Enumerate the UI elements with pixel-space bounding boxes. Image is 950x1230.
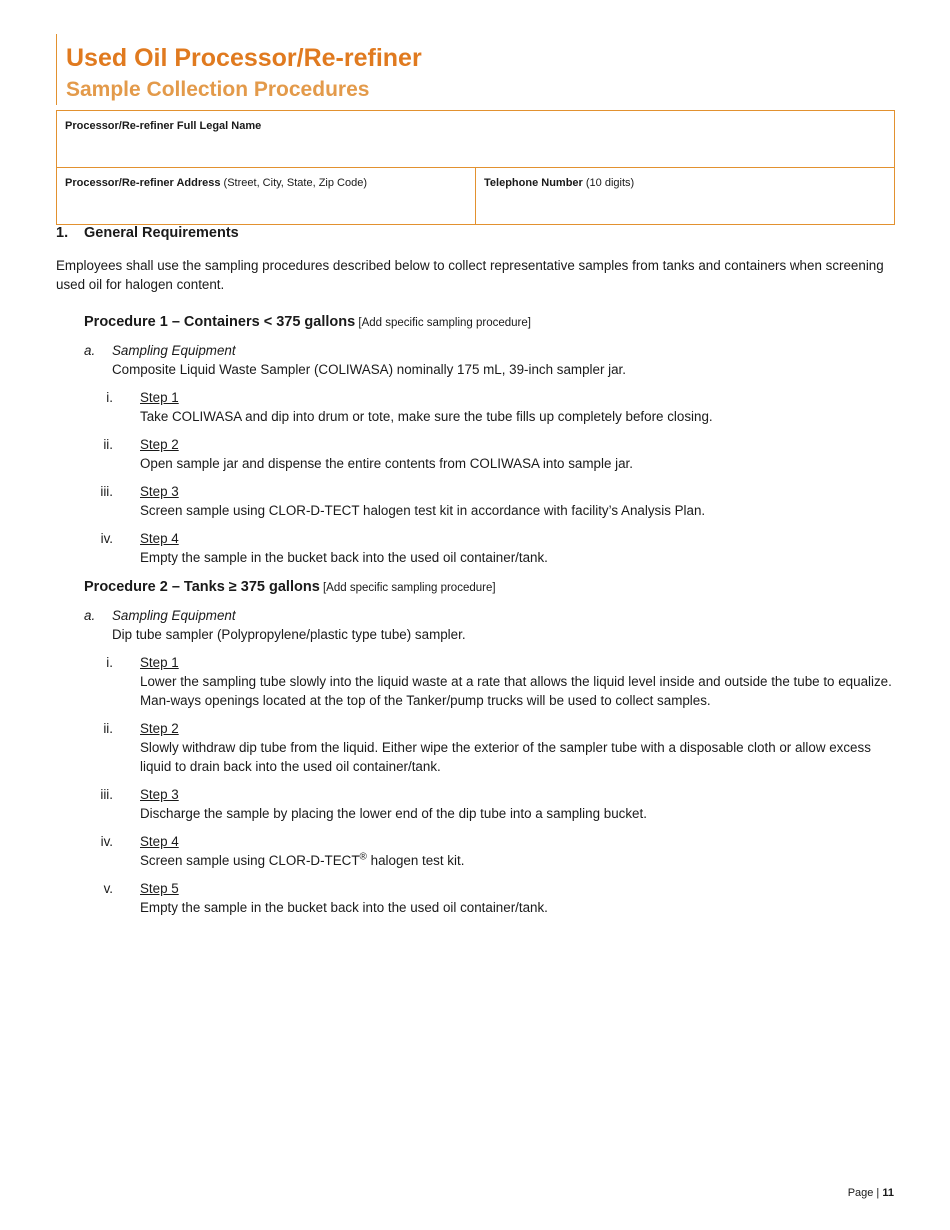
step-name: Step 2 <box>140 437 179 452</box>
address-hint: (Street, City, State, Zip Code) <box>220 177 368 189</box>
step-text: Slowly withdraw dip tube from the liquid. Either wipe the exterior of the sampler tube with a disposable cloth or allow excess liquid to drain back into the used oil container/tank. <box>140 740 871 774</box>
step-name: Step 2 <box>140 721 179 736</box>
step-name: Step 1 <box>140 390 179 405</box>
telephone-field[interactable] <box>476 168 895 225</box>
registered-mark: ® <box>359 851 367 863</box>
step-number: iii. <box>100 787 113 802</box>
page-number: 11 <box>882 1187 894 1199</box>
step-name: Step 4 <box>140 834 179 849</box>
step-name: Step 3 <box>140 787 179 802</box>
step-number: iv. <box>100 531 113 546</box>
section-heading <box>56 224 896 243</box>
step-text-main: Screen sample using CLOR-D-TECT <box>140 853 360 868</box>
page-title: Used Oil Processor/Re-refiner <box>66 44 422 72</box>
step-text <box>140 851 896 870</box>
step-number: i. <box>106 655 113 670</box>
step-text: Lower the sampling tube slowly into the liquid waste at a rate that allows the liquid level inside and outside the tube to equalize. Man-ways openings located at the top of the Tanker/pump trucks will be used to collect samples. <box>140 674 892 708</box>
page-label: Page | <box>847 1187 883 1199</box>
page-subtitle: Sample Collection Procedures <box>66 78 370 101</box>
procedure-2-heading <box>84 577 896 598</box>
step-text: Discharge the sample by placing the lower end of the dip tube into a sampling bucket. <box>140 806 647 821</box>
step-item <box>103 435 896 473</box>
step-item <box>106 388 896 426</box>
equipment-text: Dip tube sampler (Polypropylene/plastic type tube) sampler. <box>112 627 466 642</box>
section-intro: Employees shall use the sampling procedures described below to collect representative samples from tanks and containers when screening used oil for halogen content. <box>56 258 884 292</box>
step-text: Empty the sample in the bucket back into the used oil container/tank. <box>140 900 548 915</box>
step-text: Empty the sample in the bucket back into the used oil container/tank. <box>140 550 548 565</box>
step-name: Step 5 <box>140 881 179 896</box>
procedure-2-equipment <box>84 606 896 644</box>
document-header <box>56 34 895 105</box>
step-text: Screen sample using CLOR-D-TECT halogen test kit in accordance with facility’s Analysis Plan. <box>140 503 706 518</box>
step-number: iv. <box>100 834 113 849</box>
step-number: i. <box>106 390 113 405</box>
equipment-label: Sampling Equipment <box>112 343 236 358</box>
step-number: iii. <box>100 484 113 499</box>
step-number: ii. <box>103 437 113 452</box>
step-number: ii. <box>103 721 113 736</box>
procedure-1-equipment <box>84 341 896 379</box>
procedure-2-note: [Add specific sampling procedure] <box>319 582 496 594</box>
telephone-hint: (10 digits) <box>582 177 635 189</box>
legal-name-field[interactable] <box>57 111 895 168</box>
step-item <box>100 832 896 870</box>
document-body <box>56 224 896 926</box>
section-title: General Requirements <box>84 225 239 241</box>
step-item <box>100 529 896 567</box>
processor-info-form <box>56 110 895 225</box>
step-item <box>106 653 896 710</box>
step-name: Step 4 <box>140 531 179 546</box>
telephone-label: Telephone Number <box>484 177 583 189</box>
address-field[interactable] <box>57 168 476 225</box>
step-name: Step 1 <box>140 655 179 670</box>
step-text: Open sample jar and dispense the entire contents from COLIWASA into sample jar. <box>140 456 633 471</box>
step-number: v. <box>103 881 113 896</box>
procedure-2-title: Procedure 2 – Tanks ≥ 375 gallons <box>84 579 320 595</box>
step-item <box>103 719 896 776</box>
step-text: Take COLIWASA and dip into drum or tote, make sure the tube fills up completely before closing. <box>140 409 713 424</box>
page-footer <box>848 1186 894 1200</box>
equipment-text: Composite Liquid Waste Sampler (COLIWASA) nominally 175 mL, 39-inch sampler jar. <box>112 362 627 377</box>
procedure-1-steps <box>100 388 896 567</box>
address-label: Processor/Re-refiner Address <box>65 177 221 189</box>
equipment-label: Sampling Equipment <box>112 608 236 623</box>
equipment-letter: a. <box>84 608 96 623</box>
step-item <box>100 785 896 823</box>
step-item <box>103 879 896 917</box>
procedure-1-title: Procedure 1 – Containers < 375 gallons <box>84 314 356 330</box>
procedure-1-heading <box>84 312 896 333</box>
section-number: 1. <box>56 225 69 241</box>
procedure-1-note: [Add specific sampling procedure] <box>355 317 531 329</box>
equipment-letter: a. <box>84 343 96 358</box>
procedure-2-steps <box>100 653 896 917</box>
legal-name-label: Processor/Re-refiner Full Legal Name <box>65 120 262 132</box>
step-item <box>100 482 896 520</box>
step-text-after: halogen test kit. <box>366 853 465 868</box>
step-name: Step 3 <box>140 484 179 499</box>
